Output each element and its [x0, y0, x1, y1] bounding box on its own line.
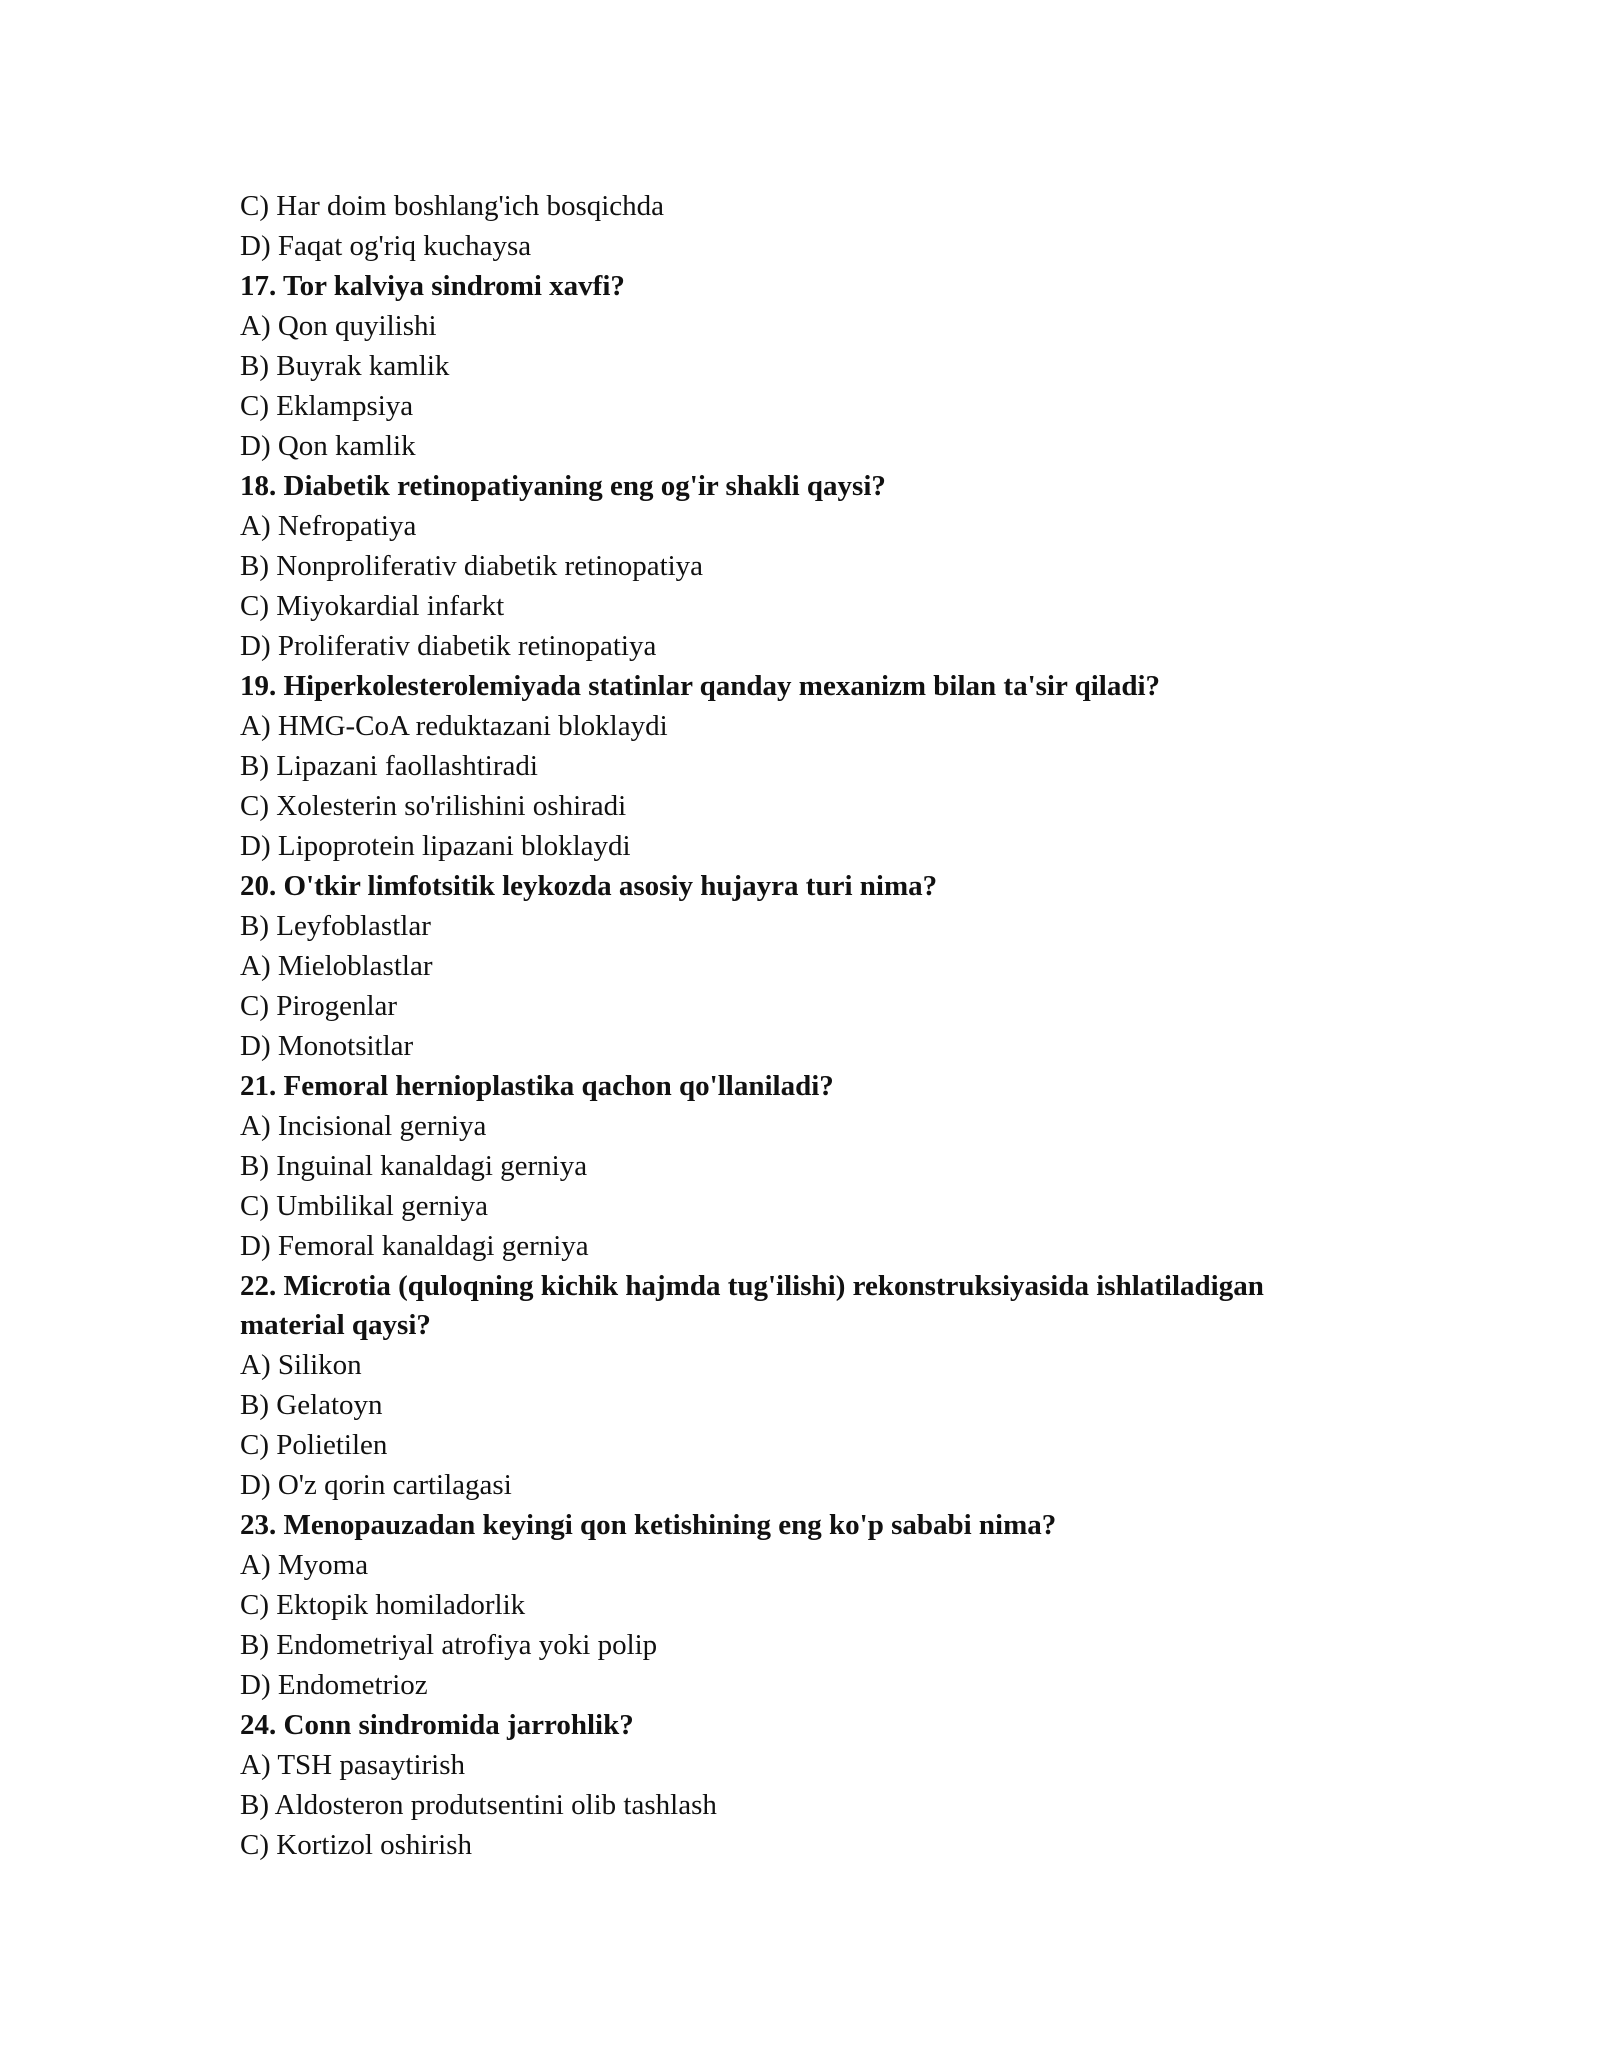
answer-option: D) Femoral kanaldagi gerniya: [240, 1230, 589, 1262]
question-line: 19. Hiperkolesterolemiyada statinlar qanday mexanizm bilan ta'sir qiladi?: [240, 670, 1160, 702]
question-text: [240, 266, 1370, 306]
answer-option: A) Mieloblastlar: [240, 950, 433, 982]
answer-option: D) Faqat og'riq kuchaysa: [240, 230, 532, 262]
answer-option: A) TSH pasaytirish: [240, 1749, 466, 1781]
question-text: [240, 1266, 1370, 1345]
answer-option: A) HMG-CoA reduktazani bloklaydi: [240, 710, 668, 742]
answer-option: D) O'z qorin cartilagasi: [240, 1469, 512, 1501]
answer-option: C) Xolesterin so'rilishini oshiradi: [240, 790, 627, 822]
question-text: [240, 466, 1370, 506]
answer-option: B) Aldosteron produtsentini olib tashlash: [240, 1789, 717, 1821]
answer-option: A) Myoma: [240, 1549, 369, 1581]
question-line: 24. Conn sindromida jarrohlik?: [240, 1709, 634, 1741]
answer-option: C) Har doim boshlang'ich bosqichda: [240, 190, 665, 222]
question-line: 23. Menopauzadan keyingi qon ketishining eng ko'p sababi nima?: [240, 1509, 1057, 1541]
answer-option: A) Nefropatiya: [240, 510, 417, 542]
question-line: material qaysi?: [240, 1309, 431, 1341]
question-line: 21. Femoral hernioplastika qachon qo'llaniladi?: [240, 1070, 834, 1102]
question-text: [240, 1505, 1370, 1545]
answer-option: B) Gelatoyn: [240, 1389, 383, 1421]
question-line: 17. Tor kalviya sindromi xavfi?: [240, 270, 625, 302]
question-text: [240, 1705, 1370, 1745]
answer-option: D) Qon kamlik: [240, 430, 416, 462]
answer-option: C) Pirogenlar: [240, 990, 398, 1022]
answer-option: B) Nonproliferativ diabetik retinopatiya: [240, 550, 704, 582]
answer-option: A) Qon quyilishi: [240, 310, 437, 342]
answer-option: C) Polietilen: [240, 1429, 388, 1461]
question-line: 22. Microtia (quloqning kichik hajmda tug'ilishi) rekonstruksiyasida ishlatiladigan: [240, 1270, 1264, 1302]
question-line: 18. Diabetik retinopatiyaning eng og'ir shakli qaysi?: [240, 470, 886, 502]
answer-option: D) Monotsitlar: [240, 1030, 414, 1062]
answer-option: D) Lipoprotein lipazani bloklaydi: [240, 830, 631, 862]
question-text: [240, 666, 1370, 706]
document-page: [240, 186, 1370, 1865]
question-text: [240, 1066, 1370, 1106]
answer-option: D) Endometrioz: [240, 1669, 428, 1701]
answer-option: B) Leyfoblastlar: [240, 910, 431, 942]
answer-option: A) Incisional gerniya: [240, 1110, 487, 1142]
answer-option: B) Buyrak kamlik: [240, 350, 450, 382]
question-line: 20. O'tkir limfotsitik leykozda asosiy hujayra turi nima?: [240, 870, 938, 902]
answer-option: C) Umbilikal gerniya: [240, 1190, 489, 1222]
answer-option: B) Inguinal kanaldagi gerniya: [240, 1150, 588, 1182]
answer-option: C) Eklampsiya: [240, 390, 414, 422]
answer-option: B) Endometriyal atrofiya yoki polip: [240, 1629, 658, 1661]
answer-option: D) Proliferativ diabetik retinopatiya: [240, 630, 657, 662]
answer-option: C) Kortizol oshirish: [240, 1829, 472, 1861]
answer-option: B) Lipazani faollashtiradi: [240, 750, 538, 782]
question-text: [240, 866, 1370, 906]
answer-option: A) Silikon: [240, 1349, 362, 1381]
answer-option: C) Miyokardial infarkt: [240, 590, 505, 622]
answer-option: C) Ektopik homiladorlik: [240, 1589, 526, 1621]
